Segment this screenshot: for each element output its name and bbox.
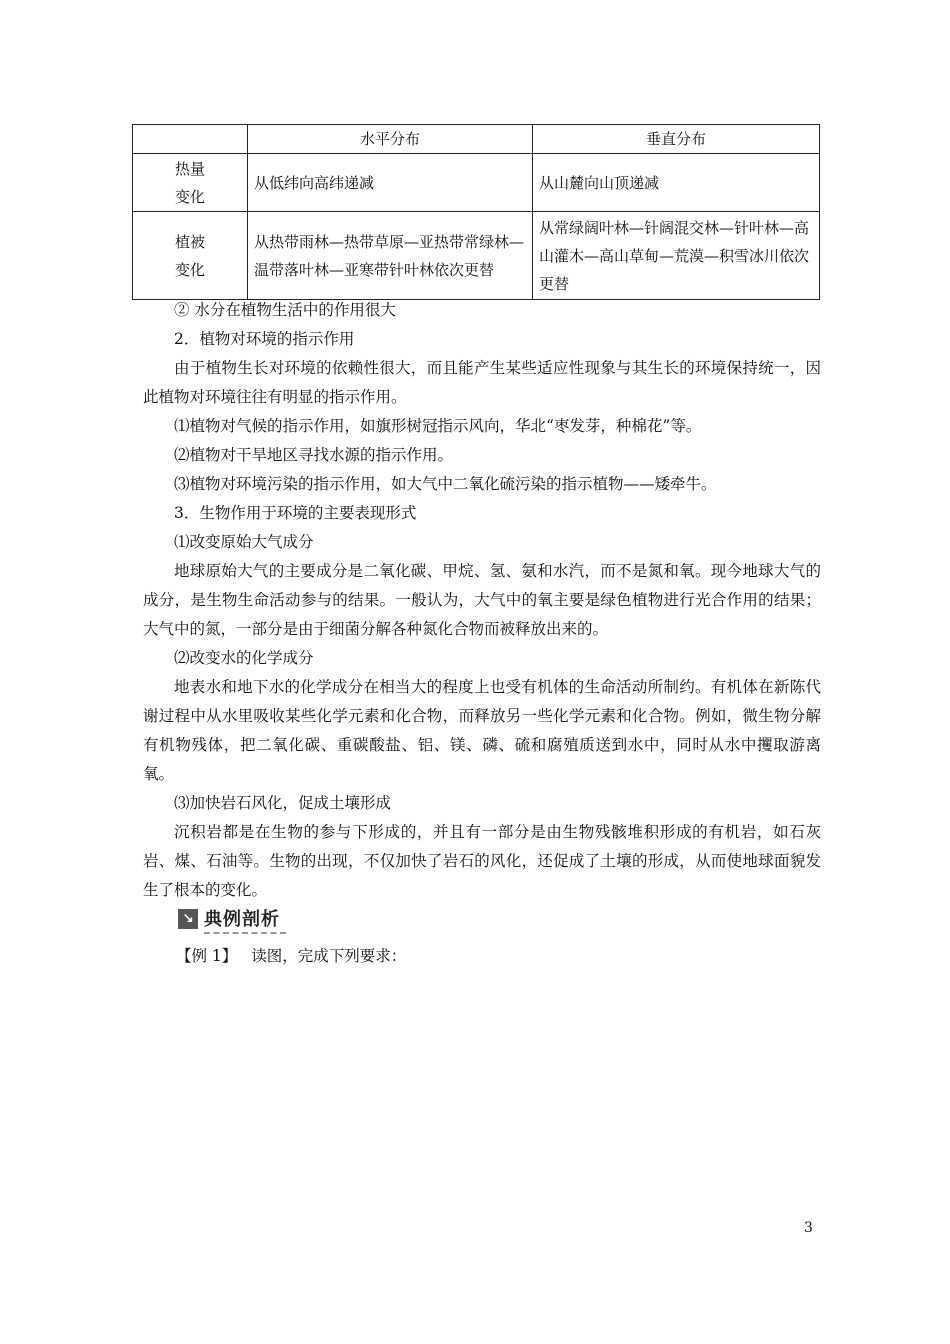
example-question [176,942,406,971]
list-item: ⑶植物对环境污染的指示作用，如大气中二氧化硫污染的指示植物——矮牵牛。 [174,475,717,493]
table-cell-horizontal: 从热带雨林—热带草原—亚热带常绿林—温带落叶林—亚寒带针叶林依次更替 [248,212,533,300]
row-label-vegetation [133,212,248,300]
table-header-row [133,125,820,154]
section-heading: 3．生物作用于环境的主要表现形式 [174,504,417,522]
row-label-line: 植被 [174,232,205,251]
list-item: ⑴植物对气候的指示作用，如旗形树冠指示风向，华北“枣发芽，种棉花”等。 [174,417,702,435]
arrow-right-icon: ↘ [178,909,198,929]
paragraph: ② 水分在植物生活中的作用很大 [174,301,396,319]
row-label-heat [133,154,248,212]
section-heading: 2．植物对环境的指示作用 [174,330,355,348]
example-section-title: 典例剖析 [204,905,286,934]
table-header-vertical: 垂直分布 [533,125,820,154]
example-question-text: 读图，完成下列要求： [251,947,407,965]
subsection-heading: ⑶加快岩石风化，促成土壤形成 [174,794,392,812]
comparison-table [132,124,820,300]
subsection-heading: ⑴改变原始大气成分 [174,533,314,551]
paragraph: 沉积岩都是在生物的参与下形成的，并且有一部分是由生物残骸堆积形成的有机岩，如石灰岩、煤、石油等。生物的出现，不仅加快了岩石的风化，还促成了土壤的形成，从而使地球面貌发生了根本的变化。 [143,823,821,899]
table-cell-horizontal: 从低纬向高纬递减 [248,154,533,212]
paragraph: 地表水和地下水的化学成分在相当大的程度上也受有机体的生命活动所制约。有机体在新陈代谢过程中从水里吸收某些化学元素和化合物，而释放另一些化学元素和化合物。例如，微生物分解有机物残体，把二氧化碳、重碳酸盐、铝、镁、磷、硫和腐殖质送到水中，同时从水中攫取游离氧。 [143,678,821,783]
example-tag: 【例 1】 [176,947,238,965]
example-section-header [178,904,286,934]
page-number: 3 [804,1220,813,1236]
subsection-heading: ⑵改变水的化学成分 [174,649,314,667]
paragraph: 由于植物生长对环境的依赖性很大，而且能产生某些适应性现象与其生长的环境保持统一，因此植物对环境往往有明显的指示作用。 [143,359,821,406]
paragraph: 地球原始大气的主要成分是二氧化碳、甲烷、氢、氨和水汽，而不是氮和氧。现今地球大气的成分，是生物生命活动参与的结果。一般认为，大气中的氧主要是绿色植物进行光合作用的结果；大气中的氮，一部分是由于细菌分解各种氮化合物而被释放出来的。 [143,562,821,638]
table-header-horizontal: 水平分布 [248,125,533,154]
table-cell-vertical: 从常绿阔叶林—针阔混交林—针叶林—高山灌木—高山草甸—荒漠—积雪冰川依次更替 [533,212,820,300]
table-header-cell-empty [133,125,248,154]
row-label-line: 变化 [174,260,205,279]
table-row [133,212,820,300]
table-row [133,154,820,212]
row-label-line: 变化 [174,187,205,206]
table-cell-vertical: 从山麓向山顶递减 [533,154,820,212]
body-text [143,296,821,905]
list-item: ⑵植物对干旱地区寻找水源的指示作用。 [174,446,454,464]
row-label-line: 热量 [174,159,205,178]
